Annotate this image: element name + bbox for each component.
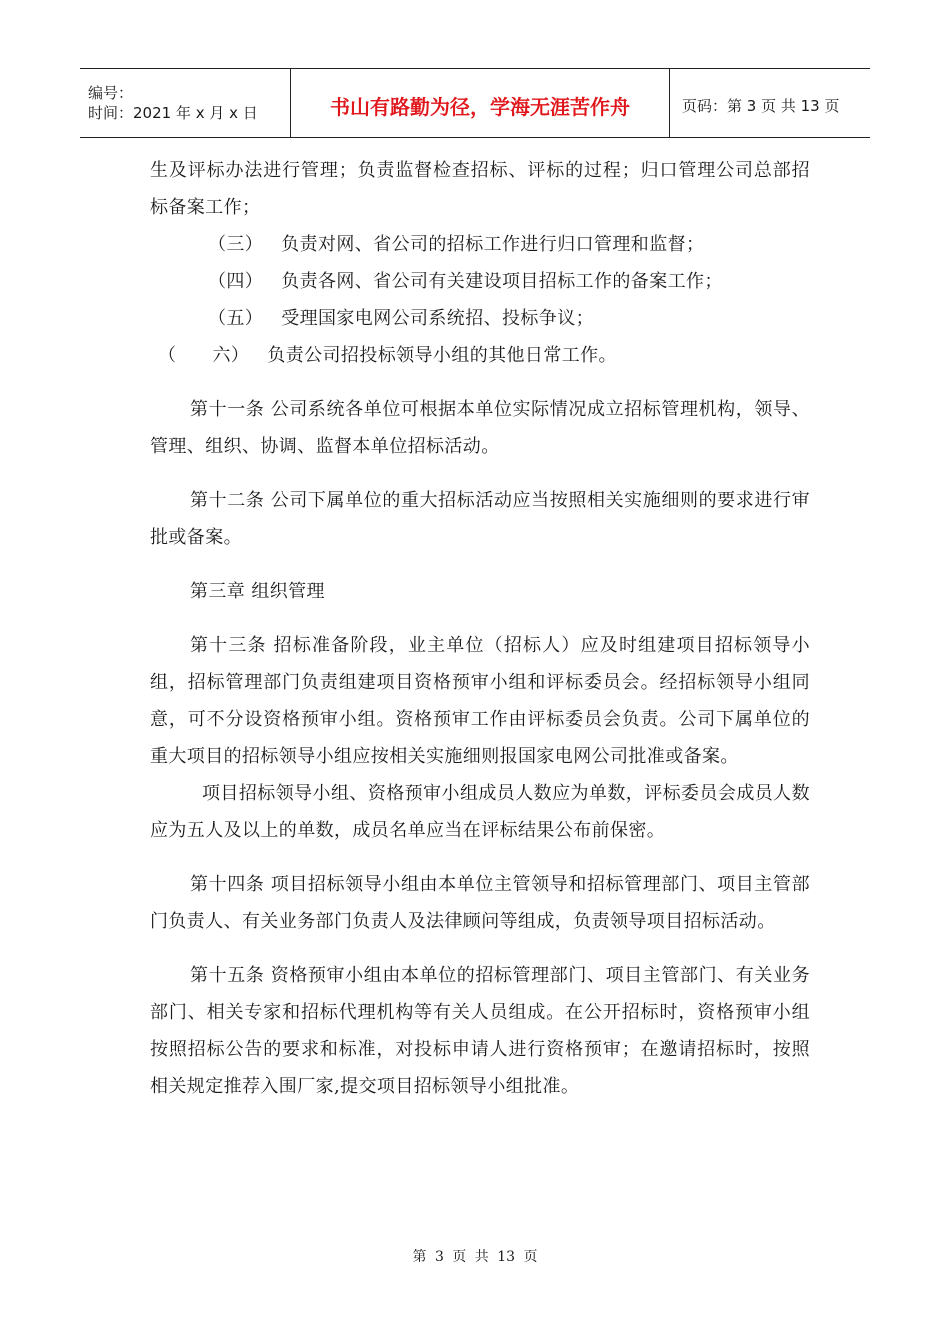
document-number-label: 编号： (88, 84, 134, 102)
article-15: 第十五条 资格预审小组由本单位的招标管理部门、项目主管部门、有关业务部门、相关专家和招标代理机构等有关人员组成。在公开招标时，资格预审小组按照招标公告的要求和标准，对投标申请人进行资格预审；在邀请招标时，按照相关规定推荐入围厂家,提交项目招标领导小组批准。 (150, 965, 810, 1097)
article-13: 第十三条 招标准备阶段，业主单位（招标人）应及时组建项目招标领导小组，招标管理部门负责组建项目资格预审小组和评标委员会。经招标领导小组同意，可不分设资格预审小组。资格预审工作由评标委员会负责。公司下属单位的重大项目的招标领导小组应按相关实施细则报国家电网公司批准或备案。 (150, 635, 810, 767)
list-item-text: 负责公司招投标领导小组的其他日常工作。 (267, 345, 617, 366)
list-item-3 (150, 226, 810, 263)
document-date-label: 时间：2021 年 x 月 x 日 (88, 104, 258, 122)
header-page-label: 页码：第 3 页 共 13 页 (682, 96, 840, 115)
list-item-number: （四） (208, 271, 264, 292)
document-body (150, 152, 810, 1105)
article-14: 第十四条 项目招标领导小组由本单位主管领导和招标管理部门、项目主管部门负责人、有关业务部门负责人及法律顾问等组成，负责领导项目招标活动。 (150, 874, 810, 932)
list-item-text: 负责对网、省公司的招标工作进行归口管理和监督； (281, 234, 705, 255)
paragraph-continuation: 生及评标办法进行管理；负责监督检查招标、评标的过程；归口管理公司总部招标备案工作； (150, 160, 810, 218)
list-item-4 (150, 263, 810, 300)
list-item-6 (150, 337, 810, 374)
header-motto: 书山有路勤为径，学海无涯苦作舟 (291, 69, 670, 137)
list-item-5 (150, 300, 810, 337)
list-item-text: 负责各网、省公司有关建设项目招标工作的备案工作； (281, 271, 723, 292)
list-item-number: （ 六） (158, 345, 250, 366)
article-13-continuation: 项目招标领导小组、资格预审小组成员人数应为单数，评标委员会成员人数应为五人及以上的单数，成员名单应当在评标结果公布前保密。 (150, 783, 810, 841)
page-header (80, 68, 870, 138)
article-11: 第十一条 公司系统各单位可根据本单位实际情况成立招标管理机构，领导、管理、组织、协调、监督本单位招标活动。 (150, 399, 810, 457)
list-item-number: （五） (208, 308, 264, 329)
header-meta (80, 69, 291, 137)
page-footer: 第 3 页 共 13 页 (412, 1249, 538, 1265)
list-item-text: 受理国家电网公司系统招、投标争议； (281, 308, 595, 329)
list-item-number: （三） (208, 234, 264, 255)
chapter-heading: 第三章 组织管理 (190, 581, 325, 602)
article-12: 第十二条 公司下属单位的重大招标活动应当按照相关实施细则的要求进行审批或备案。 (150, 490, 810, 548)
